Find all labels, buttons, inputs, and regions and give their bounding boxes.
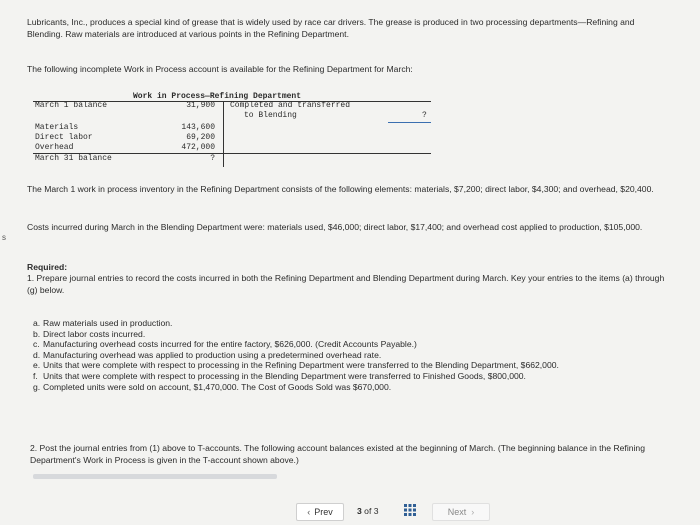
- materials-label: Materials: [35, 123, 79, 132]
- t-account-title: Work in Process—Refining Department: [133, 92, 302, 101]
- opening-balance-label: March 1 balance: [35, 101, 108, 110]
- problem-intro: Lubricants, Inc., produces a special kind of grease that is widely used by race car drivers. The grease is produced in two processing departments—Refining and Blending. Raw materials are introduced at various points in the Refining Department.: [27, 17, 635, 39]
- closing-balance-value: ?: [210, 154, 215, 163]
- transferred-underline: [388, 122, 431, 123]
- page-indicator: [357, 506, 379, 516]
- required-heading: Required:: [27, 262, 68, 272]
- page-total: 3: [373, 506, 379, 516]
- list-item: f. Units that were complete with respect to processing in the Blending Department were transferred to Finished Goods, $800,000.: [33, 370, 526, 381]
- horizontal-scrollbar[interactable]: [33, 474, 277, 479]
- next-label: Next: [447, 507, 467, 517]
- grid-menu-icon[interactable]: [404, 504, 416, 516]
- list-item: b. Direct labor costs incurred.: [33, 328, 146, 339]
- margin-marker: s: [2, 233, 6, 242]
- refining-wip-elements: The March 1 work in process inventory in the Refining Department consists of the following elements: materials, $7,200; direct labor, $4,300; and overhead, $20,400.: [27, 184, 654, 194]
- requirement-2: 2. Post the journal entries from (1) above to T-accounts. The following account balances existed at the beginning of March. (The beginning balance in the Refining Department's Work in Process is given in the T-account shown above.): [30, 443, 645, 465]
- transaction-list: [33, 318, 683, 392]
- next-button[interactable]: [432, 503, 490, 521]
- wip-refining-t-account: [33, 92, 431, 168]
- direct-labor-value: 69,200: [186, 133, 215, 142]
- list-item: e. Units that were complete with respect to processing in the Refining Department were transferred to the Blending Department, $662,000.: [33, 360, 559, 371]
- blending-costs: Costs incurred during March in the Blending Department were: materials used, $46,000; direct labor, $17,400; and overhead cost applied to production, $105,000.: [27, 222, 643, 232]
- chevron-left-icon: ‹: [307, 507, 311, 517]
- prev-label: Prev: [314, 507, 333, 517]
- t-account-divider: [223, 101, 224, 167]
- opening-balance-value: 31,900: [186, 101, 215, 110]
- materials-value: 143,600: [181, 123, 215, 132]
- account-lead-text: The following incomplete Work in Process account is available for the Refining Department for March:: [27, 64, 413, 74]
- direct-labor-label: Direct labor: [35, 133, 93, 142]
- list-item: c. Manufacturing overhead costs incurred for the entire factory, $626,000. (Credit Accounts Payable.): [33, 339, 417, 350]
- chevron-right-icon: ›: [471, 507, 475, 517]
- overhead-value: 472,000: [181, 143, 215, 152]
- list-item: a. Raw materials used in production.: [33, 318, 173, 328]
- requirement-1: 1. Prepare journal entries to record the costs incurred in both the Refining Department and Blending Department during March. Key your entries to the items (a) through (g) below.: [27, 273, 665, 295]
- transferred-label-line1: Completed and transferred: [230, 101, 351, 110]
- closing-balance-label: March 31 balance: [35, 154, 112, 163]
- overhead-label: Overhead: [35, 143, 74, 152]
- transferred-value: ?: [422, 111, 427, 120]
- page-of: of: [364, 506, 372, 516]
- page-current: 3: [357, 506, 362, 516]
- transferred-label-line2: to Blending: [244, 111, 297, 120]
- prev-button[interactable]: [296, 503, 344, 521]
- list-item: d. Manufacturing overhead was applied to production using a predetermined overhead rate.: [33, 349, 382, 360]
- list-item: g. Completed units were sold on account, $1,470,000. The Cost of Goods Sold was $670,000.: [33, 381, 392, 392]
